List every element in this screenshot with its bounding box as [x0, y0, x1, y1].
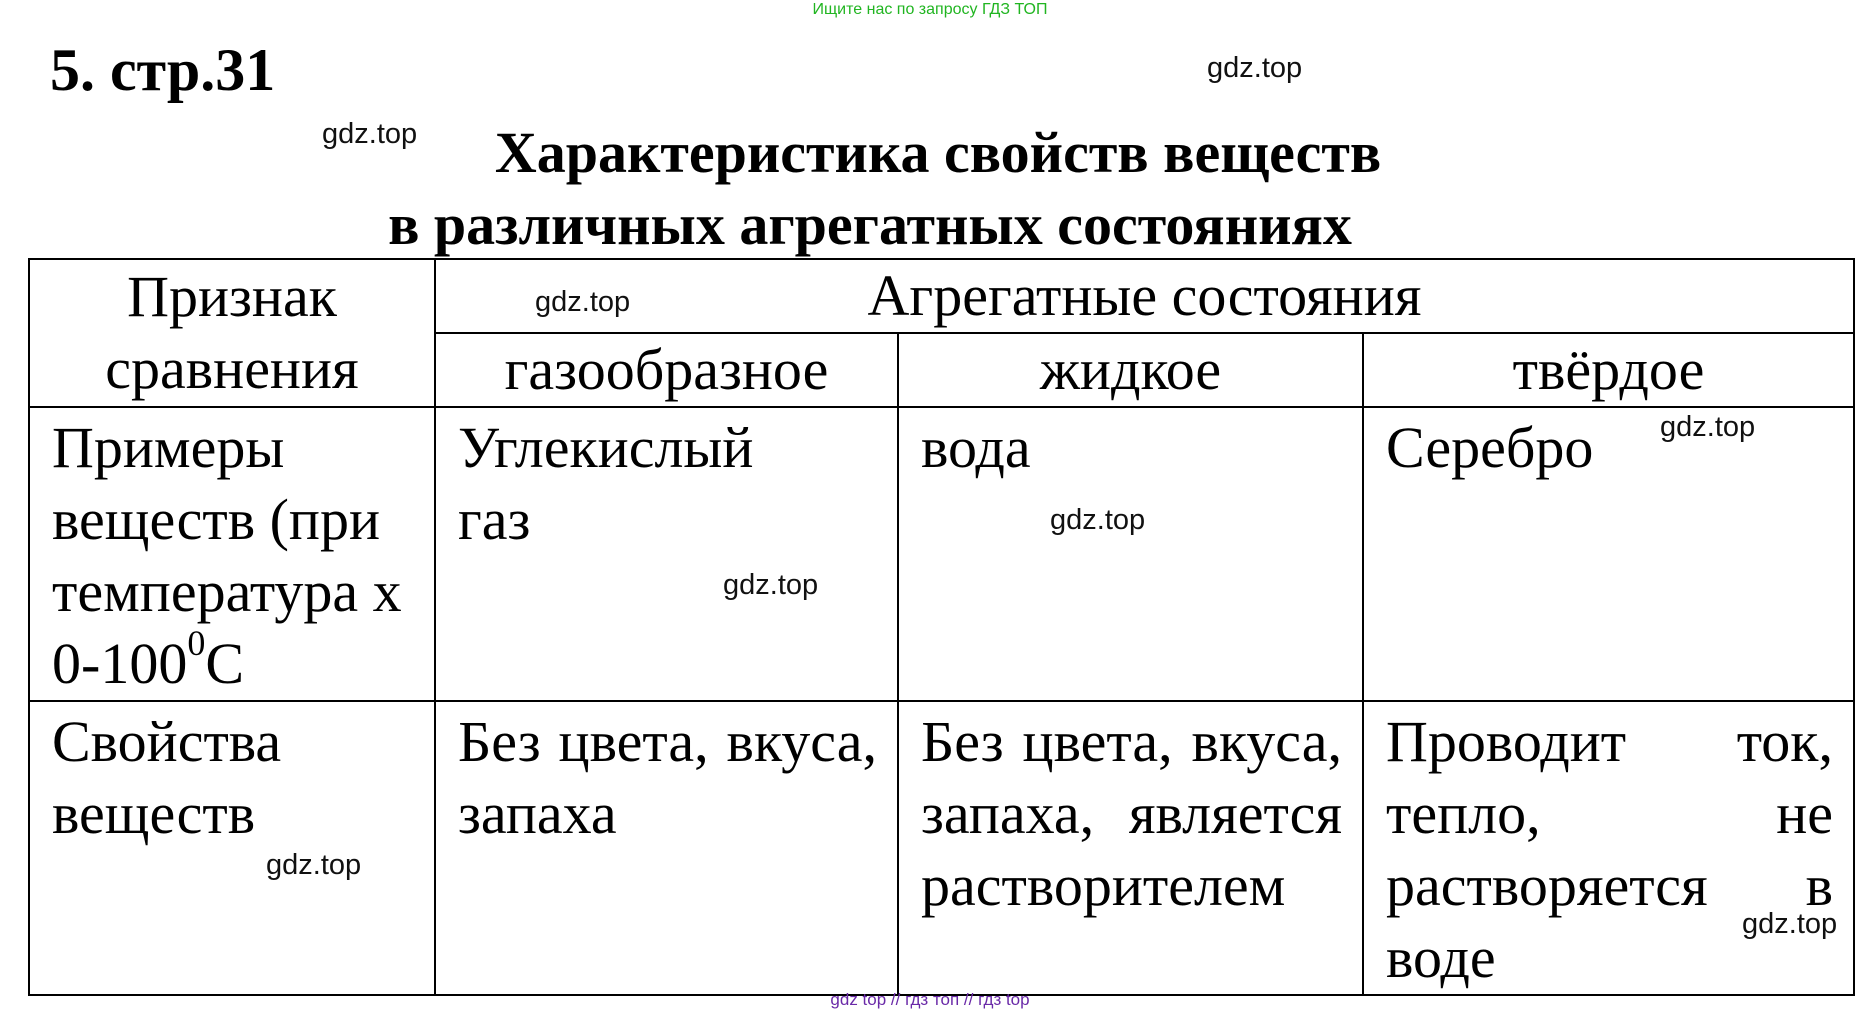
- degree-superscript: 0: [187, 623, 206, 663]
- table-title-line-1: Характеристика свойств веществ: [494, 120, 1382, 185]
- watermark: gdz.top: [723, 569, 819, 601]
- watermark: gdz.top: [266, 849, 362, 881]
- row-properties-label: Свойства веществ: [29, 701, 435, 995]
- header-feature-cell: [29, 259, 435, 407]
- table-cell: Без цвета, вкуса, запаха: [435, 701, 898, 995]
- footer-watermark: gdz top // гдз топ // гдз top: [830, 990, 1030, 1009]
- watermark: gdz.top: [535, 286, 631, 318]
- properties-table: [28, 258, 1855, 996]
- state-liquid: жидкое: [898, 333, 1363, 407]
- header-states: Агрегатные состояния: [435, 259, 1854, 333]
- state-solid: твёрдое: [1363, 333, 1854, 407]
- watermark: gdz.top: [1742, 908, 1838, 940]
- table-cell: вода: [898, 407, 1363, 701]
- header-feature: Признак сравнения: [105, 264, 359, 401]
- state-gas: газообразное: [435, 333, 898, 407]
- task-number: 5: [50, 37, 80, 103]
- table-cell: Проводит ток, тепло, не растворяется в воде: [1363, 701, 1854, 995]
- task-heading: [50, 37, 276, 103]
- watermark: gdz.top: [1207, 52, 1303, 84]
- table-cell: Серебро: [1363, 407, 1854, 701]
- task-page: . стр.31: [80, 37, 276, 103]
- table-cell: Без цвета, вкуса, запаха, является растворителем: [898, 701, 1363, 995]
- watermark: gdz.top: [322, 118, 418, 150]
- row-examples-label: [29, 407, 435, 701]
- table-title-line-2: в различных агрегатных состояниях: [388, 192, 1352, 257]
- watermark: gdz.top: [1050, 504, 1146, 536]
- table-cell: Углекислый газ: [435, 407, 898, 701]
- examples-label: Примеры веществ (при температура х $0-100^0С$: [52, 415, 402, 696]
- top-banner: Ищите нас по запросу ГДЗ ТОП: [812, 1, 1048, 18]
- watermark: gdz.top: [1660, 411, 1756, 443]
